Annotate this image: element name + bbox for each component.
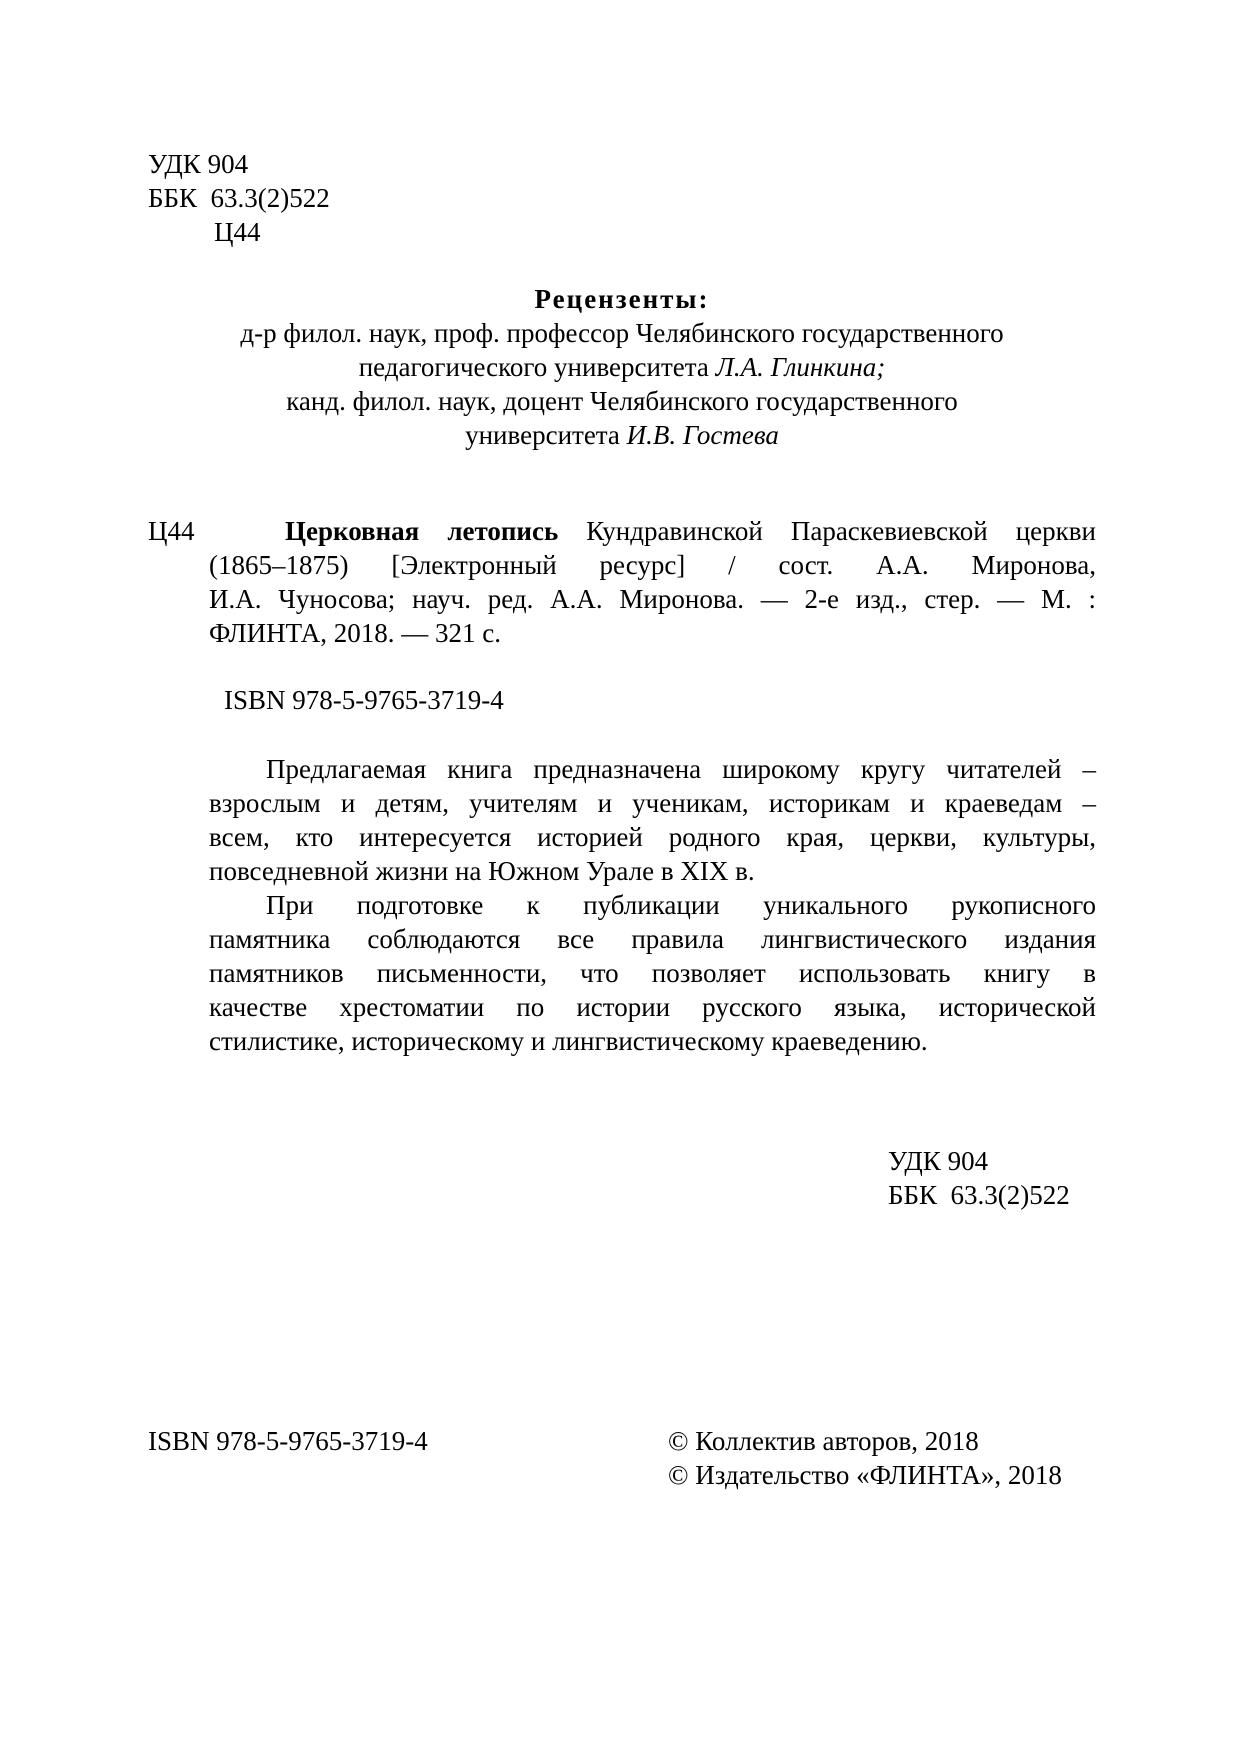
classification-bottom: [888, 1144, 1188, 1212]
copyright-block: [668, 1424, 1062, 1492]
reviewer-1-affiliation: педагогического университета: [358, 352, 716, 382]
annotation-p2-line: стилистике, историческому и лингвистическому краеведению.: [209, 1026, 928, 1056]
bbk-code-bottom: ББК 63.3(2)522: [888, 1180, 1070, 1210]
reviewer-2-line-2: [148, 418, 1096, 452]
reviewers-block: [148, 282, 1096, 452]
reviewer-2-affiliation: университета: [465, 420, 627, 450]
annotation-p1-line: всем, кто интересуется историей родного края, церкви, культуры,: [209, 822, 1096, 852]
reviewer-2-name: И.В. Гостева: [626, 420, 779, 450]
annotation-p2-line: памятника соблюдаются все правила лингвистического издания: [209, 924, 1096, 954]
biblio-line-4: ФЛИНТА, 2018. — 321 с.: [209, 618, 501, 648]
reviewer-2-line-1: канд. филол. наук, доцент Челябинского государственного: [286, 386, 958, 416]
copyright-authors: © Коллектив авторов, 2018: [668, 1426, 979, 1456]
biblio-line-2: (1865–1875) [Электронный ресурс] / сост. А.А. Миронова,: [209, 550, 1096, 580]
udk-code: УДК 904: [148, 149, 249, 179]
reviewer-1-line-2: [148, 350, 1096, 384]
classification-top: [148, 147, 548, 249]
book-title: Церковная летопись: [285, 516, 559, 546]
reviewer-1-line-1: д-р филол. наук, проф. профессор Челябинского государственного: [240, 318, 1004, 348]
book-title-rest: Кундравинской Параскевиевской церкви: [558, 516, 1096, 546]
annotation: [209, 752, 1096, 1058]
reviewer-1-name: Л.А. Глинкина;: [715, 352, 886, 382]
annotation-p1-line: повседневной жизни на Южном Урале в XIX в.: [209, 856, 755, 886]
bbk-code: ББК 63.3(2)522: [148, 183, 330, 213]
biblio-line-3: И.А. Чуносова; науч. ред. А.А. Миронова. — 2-е изд., стер. — М. :: [209, 584, 1096, 614]
annotation-p2-line: При подготовке к публикации уникального рукописного: [266, 890, 1096, 920]
reviewers-title: Рецензенты:: [534, 284, 710, 314]
copyright-publisher: © Издательство «ФЛИНТА», 2018: [668, 1460, 1062, 1490]
annotation-p1-line: взрослым и детям, учителям и ученикам, историкам и краеведам –: [209, 788, 1096, 818]
footer-isbn: ISBN 978-5-9765-3719-4: [148, 1426, 428, 1456]
biblio-author-mark: Ц44: [148, 516, 195, 546]
bibliographic-record: [209, 514, 1096, 650]
isbn: ISBN 978-5-9765-3719-4: [224, 685, 504, 715]
udk-code-bottom: УДК 904: [888, 1146, 989, 1176]
annotation-p1-line: Предлагаемая книга предназначена широкому кругу читателей –: [266, 754, 1096, 784]
biblio-line-1: [209, 514, 1096, 548]
annotation-p2-line: качестве хрестоматии по истории русского языка, исторической: [209, 992, 1096, 1022]
annotation-p2-line: памятников письменности, что позволяет использовать книгу в: [209, 958, 1096, 988]
author-mark: Ц44: [214, 217, 261, 247]
